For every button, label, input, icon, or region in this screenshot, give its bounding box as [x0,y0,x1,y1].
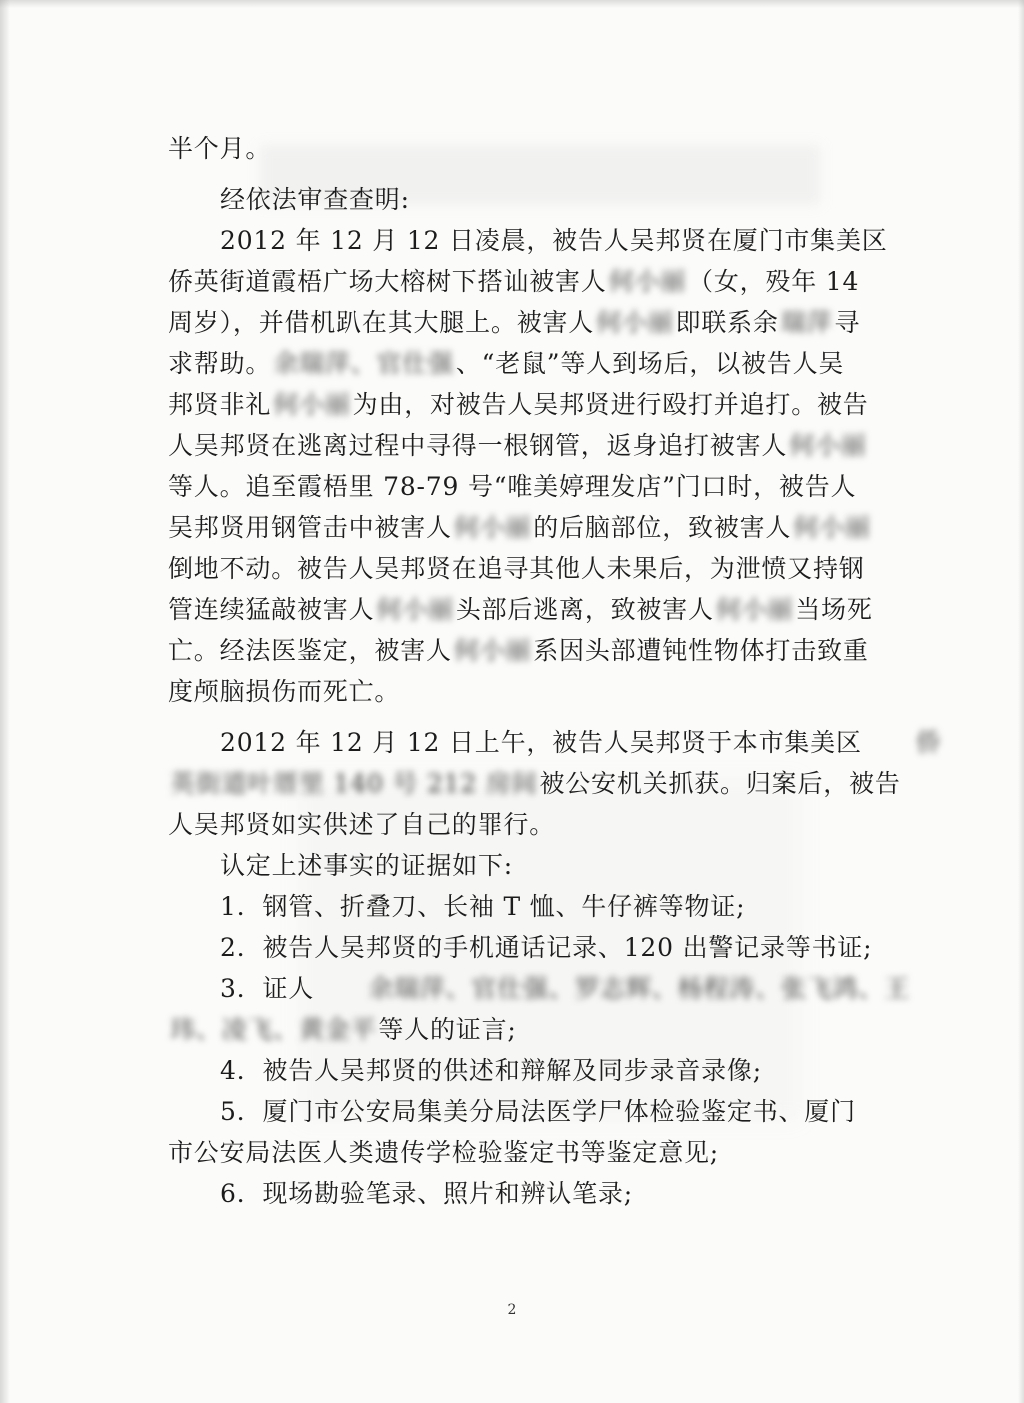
text-line: 侨英街道霞梧广场大榕树下搭讪被害人何小丽（女，殁年 14 [168,261,888,302]
text-line: 周岁），并借机趴在其大腿上。被害人何小丽即联系余瑞萍寻 [168,302,888,343]
evidence-item-2 [168,927,888,968]
text-line: 半个月。 [168,134,272,163]
text-line: 吴邦贤用钢管击中被害人何小丽的后脑部位，致被害人何小丽 [168,507,888,548]
redacted-name: 瑞萍 [780,308,833,337]
text-line: 2．被告人吴邦贤的手机通话记录、120 出警记录等书证; [220,933,873,962]
redacted-name: 何小丽 [608,267,687,296]
redacted-name: 何小丽 [376,595,454,624]
text-line: 人吴邦贤在逃离过程中寻得一根钢管，返身追打被害人何小丽 [168,425,888,466]
text-line: 认定上述事实的证据如下: [220,851,514,880]
evidence-item-1 [168,886,888,927]
scan-edge-top [0,0,1024,8]
redacted-name: 何小丽 [596,308,674,337]
document-body [168,128,942,1214]
text-line: 等人。追至霞梧里 78-79 号“唯美婷理发店”门口时，被告人 [168,472,857,501]
text-line: 5．厦门市公安局集美分局法医学尸体检验鉴定书、厦门 [220,1097,856,1126]
text-line: 1．钢管、折叠刀、长袖 T 恤、牛仔裤等物证; [220,892,746,921]
text-line: 倒地不动。被告人吴邦贤在追寻其他人未果后，为泄愤又持钢 [168,554,865,583]
paragraph-findings-heading [168,179,888,220]
evidence-item-5 [168,1091,888,1173]
page-number: 2 [507,1302,517,1318]
paragraph-incident [168,220,888,712]
text-line: 度颅脑损伤而死亡。 [168,677,401,706]
redacted-name: 余瑞萍、官仕强 [273,349,454,378]
text-line: 4．被告人吴邦贤的供述和辩解及同步录音录像; [220,1056,762,1085]
evidence-item-3 [168,968,910,1050]
scan-edge-right [1018,0,1024,1403]
text-line: 亡。经法医鉴定，被害人何小丽系因头部遭钝性物体打击致重 [168,630,888,671]
redacted-address: 英街道叶厝里 140 号 212 房间 [170,769,538,798]
text-line: 英街道叶厝里 140 号 212 房间被公安机关抓获。归案后，被告 [168,763,888,804]
text-line: 求帮助。余瑞萍、官仕强、“老鼠”等人到场后，以被告人吴 [168,343,888,384]
redacted-name: 何小丽 [793,513,871,542]
text-line: 3．证人 余瑞萍、官仕强、罗志辉、杨程涛、张飞鸿、王 [168,968,888,1009]
text-line: 玮、凌飞、黄金平等人的证言; [168,1009,888,1050]
redacted-name: 何小丽 [453,513,532,542]
redacted-name: 何小丽 [715,595,794,624]
redacted-names: 余瑞萍、官仕强、罗志辉、杨程涛、张飞鸿、王 [368,974,910,1003]
paragraph-continuation [168,128,888,169]
text-line: 市公安局法医人类遗传学检验鉴定书等鉴定意见; [168,1138,720,1167]
paragraph-arrest [168,722,942,845]
scan-edge-left [0,0,10,1403]
text-line: 邦贤非礼何小丽为由，对被告人吴邦贤进行殴打并追打。被告 [168,384,888,425]
redacted-name: 何小丽 [453,636,532,665]
text-line: 2012 年 12 月 12 日凌晨，被告人吴邦贤在厦门市集美区 [220,226,888,255]
text-line: 2012 年 12 月 12 日上午，被告人吴邦贤于本市集美区 侨 [168,722,888,763]
text-line: 6．现场勘验笔录、照片和辨认笔录; [220,1179,633,1208]
text-line: 人吴邦贤如实供述了自己的罪行。 [168,810,556,839]
evidence-item-4 [168,1050,888,1091]
redacted-names: 玮、凌飞、黄金平 [170,1015,377,1044]
redacted-name: 何小丽 [273,390,351,419]
redacted-name: 何小丽 [789,431,867,460]
text-line: 经依法审查查明: [220,185,410,214]
redacted-address: 侨 [915,728,942,757]
paragraph-evidence-heading [168,845,888,886]
evidence-item-6 [168,1173,888,1214]
text-line: 管连续猛敲被害人何小丽头部后逃离，致被害人何小丽当场死 [168,589,888,630]
